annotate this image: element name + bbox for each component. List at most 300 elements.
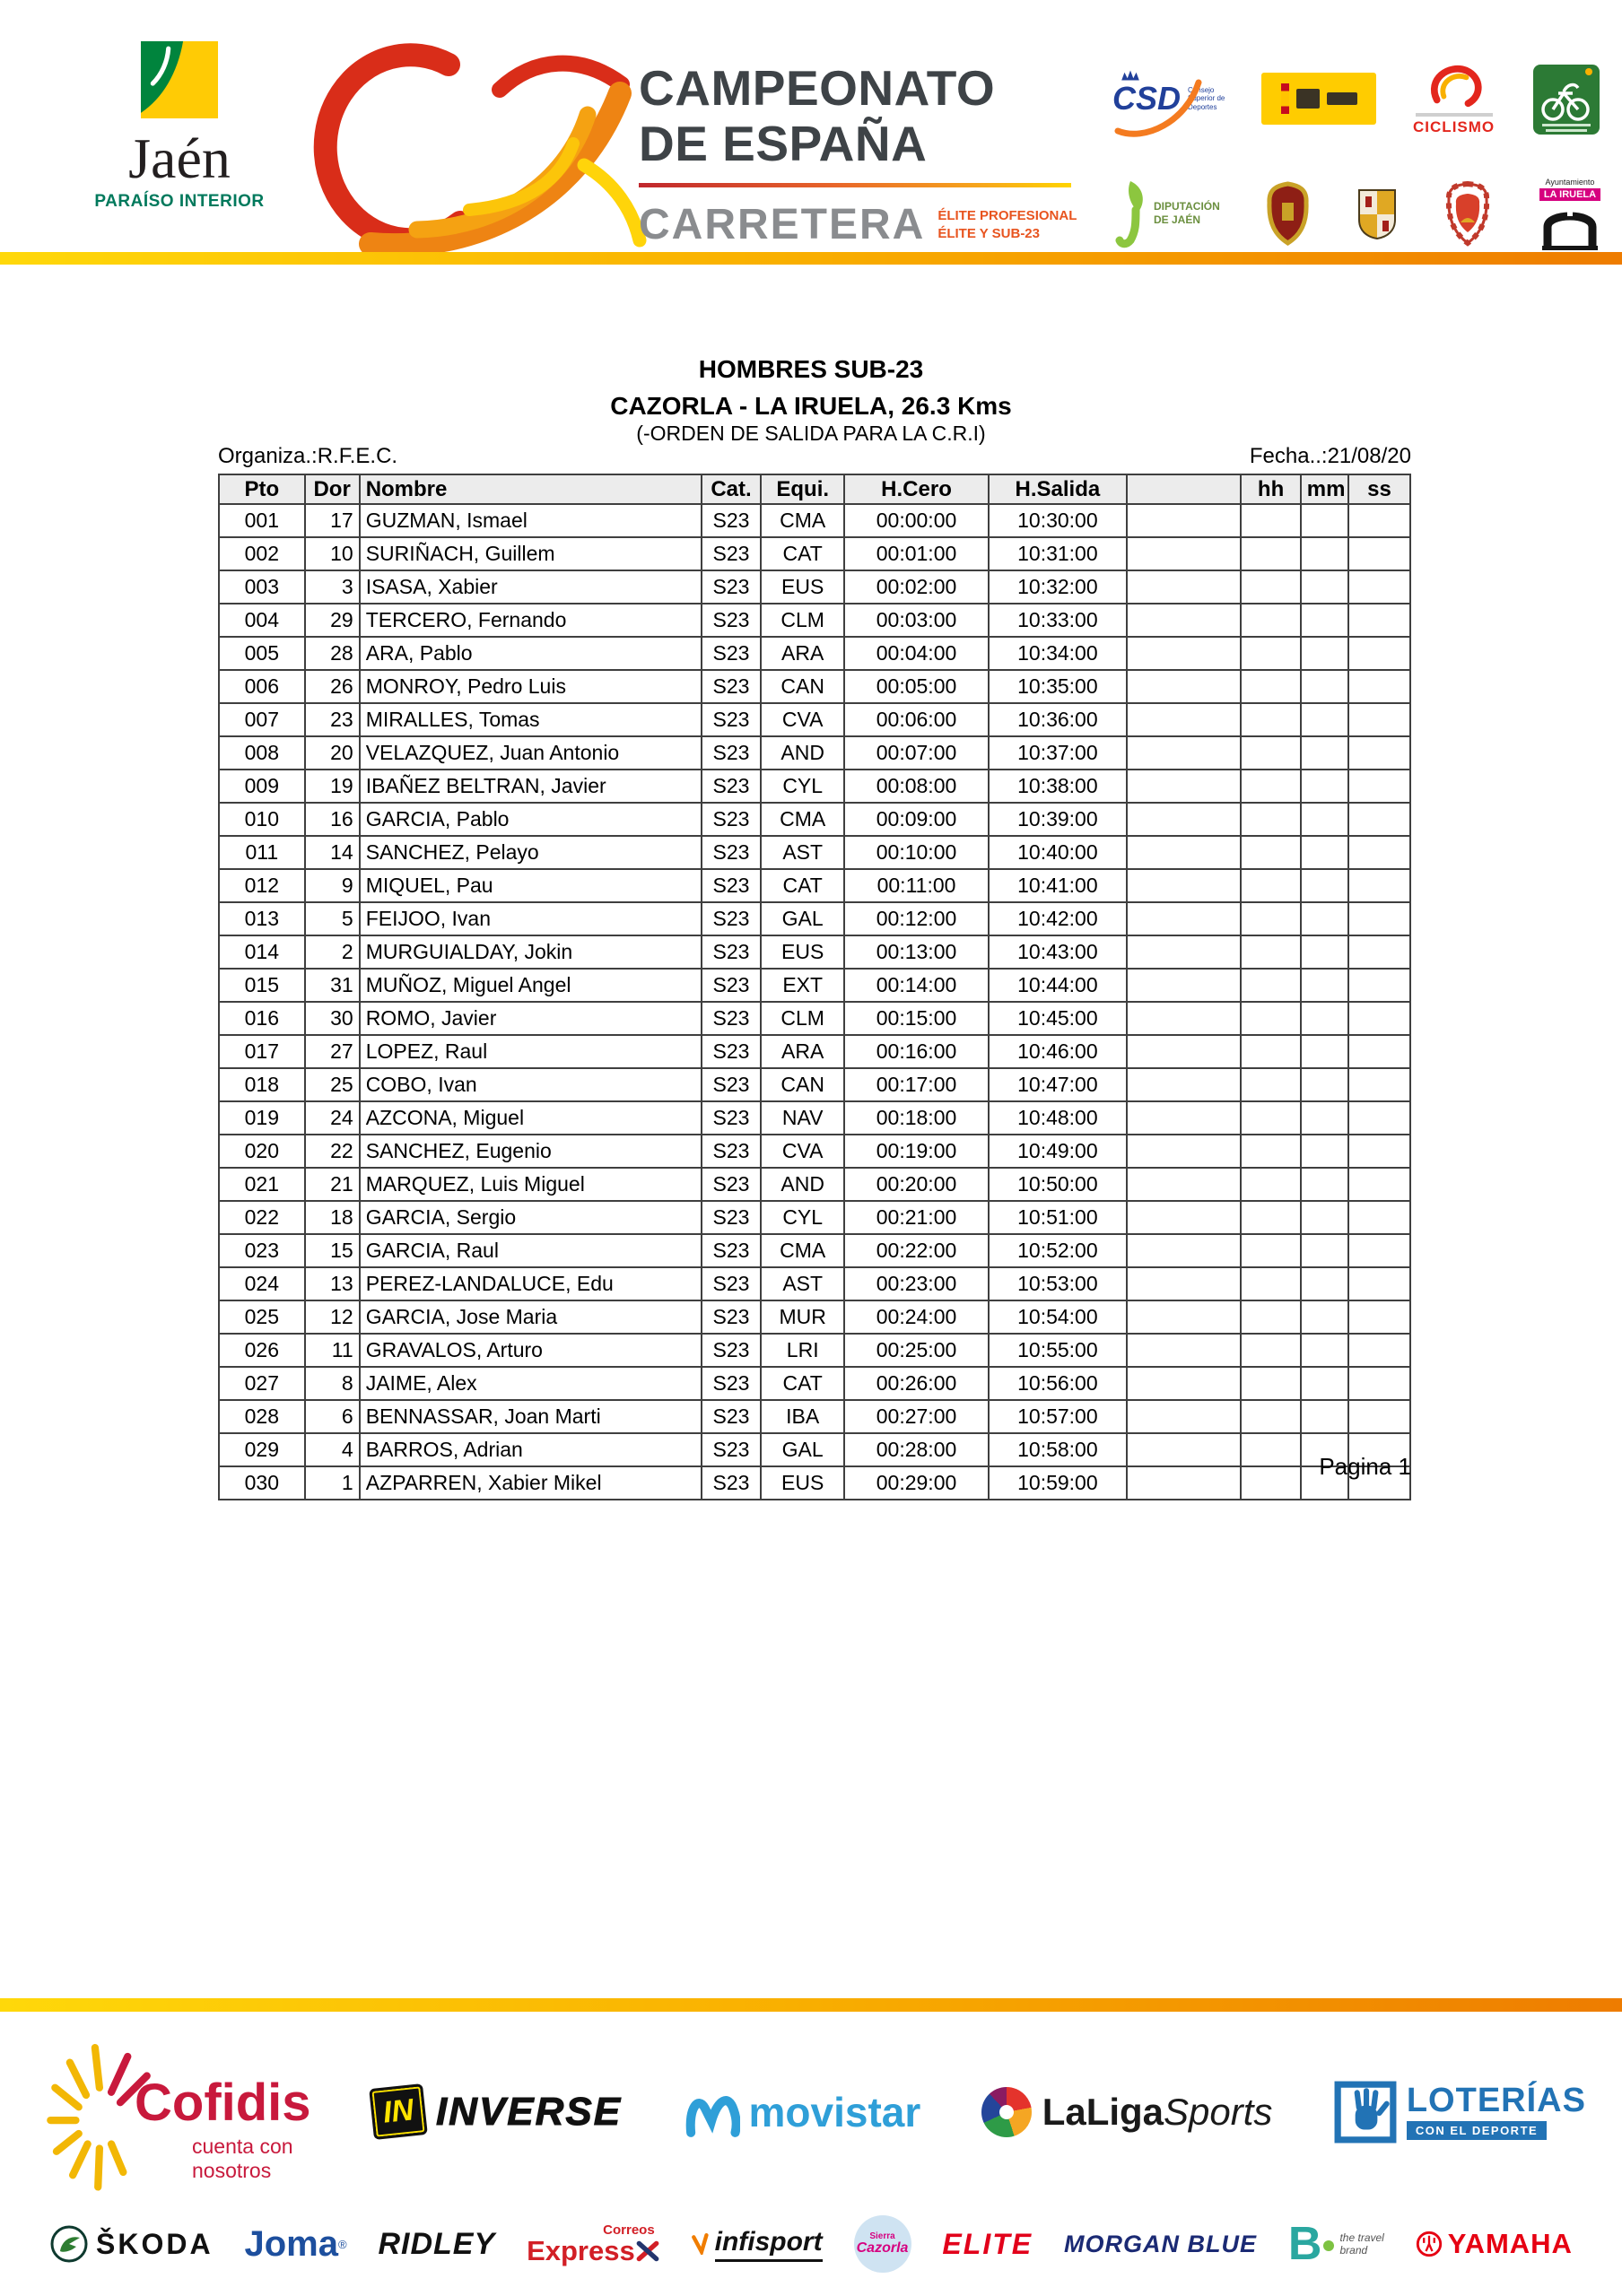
sierra-cazorla-logo [854,2215,911,2273]
yamaha-label: YAMAHA [1447,2228,1573,2259]
cell-hsalida: 10:47:00 [989,1068,1127,1101]
cell-hh [1241,1201,1300,1234]
cell-hh [1241,1267,1300,1300]
cell-cat: S23 [702,1466,761,1500]
cell-equi: EXT [761,969,844,1002]
cell-equi: EUS [761,935,844,969]
movistar-m-icon [683,2083,740,2141]
cell-dor: 19 [305,770,360,803]
cell-cat: S23 [702,1234,761,1267]
footer-accent-bar [0,1998,1622,2012]
cell-cat: S23 [702,637,761,670]
table-row [219,869,1410,902]
cell-pto: 006 [219,670,305,703]
jaen-logo-subtitle: PARAÍSO INTERIOR [94,192,265,211]
cell-blank [1127,803,1241,836]
quartered-shield-icon [1356,187,1398,240]
cell-hcero: 00:06:00 [844,703,989,736]
cell-cat: S23 [702,803,761,836]
cell-nombre: SANCHEZ, Eugenio [360,1135,702,1168]
cell-dor: 31 [305,969,360,1002]
movistar-label: movistar [748,2088,921,2135]
table-row [219,1201,1410,1234]
cell-hcero: 00:19:00 [844,1135,989,1168]
cell-pto: 008 [219,736,305,770]
cell-dor: 18 [305,1201,360,1234]
header-accent-bar [0,252,1622,265]
cell-nombre: AZPARREN, Xabier Mikel [360,1466,702,1500]
checker-shield-icon [1441,180,1495,247]
cell-nombre: MURGUIALDAY, Jokin [360,935,702,969]
col-header-cat: Cat. [702,474,761,504]
cell-dor: 26 [305,670,360,703]
elite-logo [942,2228,1033,2261]
cell-hh [1241,902,1300,935]
cell-hsalida: 10:51:00 [989,1201,1127,1234]
table-row [219,803,1410,836]
cell-equi: AND [761,736,844,770]
cell-equi: CLM [761,604,844,637]
cell-equi: GAL [761,1433,844,1466]
yamaha-logo [1416,2228,1573,2260]
cell-pto: 016 [219,1002,305,1035]
cell-pto: 029 [219,1433,305,1466]
cell-cat: S23 [702,703,761,736]
cell-dor: 17 [305,504,360,537]
table-row [219,703,1410,736]
cell-hsalida: 10:43:00 [989,935,1127,969]
cell-cat: S23 [702,570,761,604]
infisport-label: infisport [715,2227,823,2262]
cell-cat: S23 [702,902,761,935]
col-header-nombre: Nombre [360,474,702,504]
cell-mm [1301,803,1348,836]
cell-ss [1348,902,1410,935]
cell-hh [1241,703,1300,736]
cell-equi: AND [761,1168,844,1201]
cell-hsalida: 10:58:00 [989,1433,1127,1466]
cell-dor: 11 [305,1334,360,1367]
cell-blank [1127,1234,1241,1267]
cell-equi: AST [761,1267,844,1300]
cell-pto: 013 [219,902,305,935]
cell-hcero: 00:26:00 [844,1367,989,1400]
cell-mm [1301,703,1348,736]
cell-cat: S23 [702,736,761,770]
cell-equi: CMA [761,803,844,836]
cell-equi: CAN [761,670,844,703]
cell-hsalida: 10:57:00 [989,1400,1127,1433]
cell-hcero: 00:23:00 [844,1267,989,1300]
cell-equi: CVA [761,703,844,736]
cell-hh [1241,803,1300,836]
cell-nombre: MARQUEZ, Luis Miguel [360,1168,702,1201]
cell-hcero: 00:09:00 [844,803,989,836]
cell-hh [1241,1135,1300,1168]
cell-hcero: 00:10:00 [844,836,989,869]
cell-hcero: 00:20:00 [844,1168,989,1201]
campeonato-line1: CAMPEONATO [639,60,996,116]
cell-hh [1241,770,1300,803]
cell-equi: GAL [761,902,844,935]
cell-nombre: PEREZ-LANDALUCE, Edu [360,1267,702,1300]
cell-hh [1241,570,1300,604]
skoda-label: ŠKODA [96,2227,214,2260]
cell-mm [1301,736,1348,770]
cell-pto: 004 [219,604,305,637]
table-row [219,902,1410,935]
flame-swoosh-icon [265,38,650,257]
cell-blank [1127,537,1241,570]
express-x-icon [635,2239,660,2264]
cell-blank [1127,1135,1241,1168]
cell-hsalida: 10:38:00 [989,770,1127,803]
cell-cat: S23 [702,1400,761,1433]
jaen-paraiso-interior-logo [74,41,285,212]
cell-blank [1127,703,1241,736]
cazorla-circle-icon [854,2215,911,2273]
cell-dor: 24 [305,1101,360,1135]
cell-nombre: ROMO, Javier [360,1002,702,1035]
cell-hh [1241,504,1300,537]
cell-mm [1301,1300,1348,1334]
cell-ss [1348,1101,1410,1135]
cell-nombre: BARROS, Adrian [360,1433,702,1466]
loterias-logo [1333,2080,1586,2144]
csd-swoosh-icon [1107,70,1206,142]
cell-hh [1241,537,1300,570]
cell-nombre: GRAVALOS, Arturo [360,1334,702,1367]
cell-ss [1348,1168,1410,1201]
rfec-ciclismo-logo [1413,62,1495,136]
cell-equi: ARA [761,1035,844,1068]
cell-pto: 028 [219,1400,305,1433]
cell-blank [1127,836,1241,869]
cell-hh [1241,1400,1300,1433]
cell-pto: 012 [219,869,305,902]
cell-mm [1301,1002,1348,1035]
cell-hsalida: 10:52:00 [989,1234,1127,1267]
yamaha-tuning-fork-icon [1416,2231,1443,2257]
jaen-logo-title: Jaén [128,126,231,190]
joma-logo [244,2224,346,2265]
cell-hsalida: 10:30:00 [989,504,1127,537]
cell-hcero: 00:21:00 [844,1201,989,1234]
cell-hh [1241,736,1300,770]
cell-nombre: ARA, Pablo [360,637,702,670]
skoda-logo [49,2224,214,2264]
cell-cat: S23 [702,1068,761,1101]
federation-microtext [1416,113,1493,117]
cell-blank [1127,902,1241,935]
cell-ss [1348,869,1410,902]
cell-nombre: SURIÑACH, Guillem [360,537,702,570]
cell-dor: 15 [305,1234,360,1267]
cell-mm [1301,604,1348,637]
cell-pto: 009 [219,770,305,803]
table-row [219,1068,1410,1101]
cell-ss [1348,836,1410,869]
page-number-label: Pagina 1 [1319,1453,1411,1480]
cell-ss [1348,803,1410,836]
cell-dor: 23 [305,703,360,736]
cell-nombre: JAIME, Alex [360,1367,702,1400]
cell-ss [1348,537,1410,570]
cell-equi: MUR [761,1300,844,1334]
table-row [219,670,1410,703]
cell-pto: 022 [219,1201,305,1234]
cell-dor: 5 [305,902,360,935]
ayuntamiento-la-iruela-logo [1539,178,1601,250]
cell-pto: 019 [219,1101,305,1135]
cell-mm [1301,836,1348,869]
gobierno-espana-logo [1261,73,1376,125]
cell-nombre: GARCIA, Sergio [360,1201,702,1234]
table-row [219,1035,1410,1068]
table-row [219,935,1410,969]
cell-hcero: 00:00:00 [844,504,989,537]
cell-cat: S23 [702,504,761,537]
ornate-shield-icon [1263,180,1312,247]
category-tag-2: ÉLITE Y SUB-23 [937,225,1040,241]
inverse-logo [371,2086,622,2137]
table-row [219,1334,1410,1367]
cell-mm [1301,902,1348,935]
institutional-logos-row2 [1112,169,1601,258]
table-row [219,604,1410,637]
cell-ss [1348,1234,1410,1267]
cell-cat: S23 [702,604,761,637]
start-order-note: (-ORDEN DE SALIDA PARA LA C.R.I) [636,422,986,445]
cell-equi: CMA [761,504,844,537]
cell-blank [1127,1168,1241,1201]
cell-pto: 027 [219,1367,305,1400]
movistar-logo [683,2083,921,2141]
cell-dor: 9 [305,869,360,902]
cell-nombre: GARCIA, Pablo [360,803,702,836]
cell-cat: S23 [702,1267,761,1300]
joma-label: Joma [244,2223,338,2264]
cell-hsalida: 10:35:00 [989,670,1127,703]
cell-cat: S23 [702,869,761,902]
cell-mm [1301,935,1348,969]
cell-cat: S23 [702,770,761,803]
cell-hsalida: 10:41:00 [989,869,1127,902]
cell-hh [1241,1168,1300,1201]
cell-dor: 27 [305,1035,360,1068]
cell-ss [1348,1267,1410,1300]
cell-nombre: GUZMAN, Ismael [360,504,702,537]
cycling-school-logo [1531,58,1601,139]
table-row [219,1300,1410,1334]
cell-blank [1127,736,1241,770]
cell-equi: IBA [761,1400,844,1433]
cell-nombre: MIRALLES, Tomas [360,703,702,736]
table-row [219,1367,1410,1400]
cell-hcero: 00:18:00 [844,1101,989,1135]
col-header-hcero: H.Cero [844,474,989,504]
cell-hsalida: 10:46:00 [989,1035,1127,1068]
cell-hsalida: 10:44:00 [989,969,1127,1002]
cell-pto: 015 [219,969,305,1002]
cell-equi: ARA [761,637,844,670]
cell-cat: S23 [702,1334,761,1367]
cell-dor: 14 [305,836,360,869]
sponsor-logos-row2 [49,2208,1573,2280]
cell-dor: 1 [305,1466,360,1500]
table-row [219,1002,1410,1035]
col-header-blank [1127,474,1241,504]
laliga-sports-label: Sports [1164,2090,1273,2133]
coat-of-arms-icon [1296,89,1320,109]
cell-blank [1127,1367,1241,1400]
cell-hsalida: 10:37:00 [989,736,1127,770]
morgan-blue-label: MORGAN BLUE [1064,2230,1257,2257]
cell-ss [1348,770,1410,803]
cofidis-logo [36,2027,311,2197]
cell-hh [1241,1300,1300,1334]
cell-ss [1348,935,1410,969]
cell-hcero: 00:12:00 [844,902,989,935]
quartered-shield-logo [1356,187,1398,240]
table-row [219,1400,1410,1433]
cell-nombre: MONROY, Pedro Luis [360,670,702,703]
cell-equi: CVA [761,1135,844,1168]
cell-nombre: FEIJOO, Ivan [360,902,702,935]
cell-hh [1241,1101,1300,1135]
cell-mm [1301,1035,1348,1068]
cell-nombre: TERCERO, Fernando [360,604,702,637]
course-title: CAZORLA - LA IRUELA, 26.3 Kms [610,392,1012,420]
cell-dor: 30 [305,1002,360,1035]
arch-icon [1539,204,1601,250]
cell-ss [1348,1334,1410,1367]
cell-dor: 4 [305,1433,360,1466]
col-header-pto: Pto [219,474,305,504]
cell-pto: 030 [219,1466,305,1500]
col-header-hh: hh [1241,474,1300,504]
table-header-row [219,474,1410,504]
ciclismo-label: CICLISMO [1413,117,1496,135]
cell-hh [1241,1002,1300,1035]
cell-hh [1241,869,1300,902]
cell-pto: 002 [219,537,305,570]
cell-dor: 10 [305,537,360,570]
cell-ss [1348,969,1410,1002]
cell-equi: LRI [761,1334,844,1367]
cell-pto: 023 [219,1234,305,1267]
b-travel-brand-logo [1287,2218,1384,2270]
col-header-ss: ss [1348,474,1410,504]
cell-equi: AST [761,836,844,869]
cell-equi: CYL [761,770,844,803]
cell-hsalida: 10:54:00 [989,1300,1127,1334]
cazorla-shield-logo [1263,180,1312,247]
cell-hcero: 00:07:00 [844,736,989,770]
cell-hsalida: 10:56:00 [989,1367,1127,1400]
cell-equi: CAT [761,1367,844,1400]
cell-hh [1241,1334,1300,1367]
cell-hsalida: 10:53:00 [989,1267,1127,1300]
table-row [219,736,1410,770]
cell-equi: EUS [761,570,844,604]
cell-nombre: AZCONA, Miguel [360,1101,702,1135]
table-row [219,537,1410,570]
cell-dor: 6 [305,1400,360,1433]
infisport-logo [692,2227,823,2262]
cell-mm [1301,1234,1348,1267]
correos-express-logo [527,2223,660,2265]
cell-blank [1127,770,1241,803]
cell-hcero: 00:14:00 [844,969,989,1002]
cell-pto: 020 [219,1135,305,1168]
table-row [219,836,1410,869]
cell-mm [1301,1400,1348,1433]
cell-hcero: 00:08:00 [844,770,989,803]
cell-blank [1127,637,1241,670]
cell-dor: 2 [305,935,360,969]
table-row [219,1267,1410,1300]
cell-blank [1127,604,1241,637]
col-header-hsalida: H.Salida [989,474,1127,504]
cell-ss [1348,703,1410,736]
cell-nombre: BENNASSAR, Joan Marti [360,1400,702,1433]
cell-blank [1127,670,1241,703]
table-row [219,1234,1410,1267]
cell-ss [1348,1367,1410,1400]
checker-shield-logo [1441,180,1495,247]
cell-hcero: 00:22:00 [844,1234,989,1267]
cell-hsalida: 10:31:00 [989,537,1127,570]
category-tags [937,207,1077,242]
category-tag-1: ÉLITE PROFESIONAL [937,208,1077,224]
cell-pto: 007 [219,703,305,736]
cell-hh [1241,1068,1300,1101]
cazorla-label: Cazorla [856,2240,909,2256]
cell-cat: S23 [702,1300,761,1334]
organizer-label: Organiza.:R.F.E.C. [218,444,398,468]
cell-blank [1127,869,1241,902]
cell-hsalida: 10:33:00 [989,604,1127,637]
cell-dor: 21 [305,1168,360,1201]
ridley-label: RIDLEY [378,2226,496,2261]
cell-dor: 16 [305,803,360,836]
cell-blank [1127,1201,1241,1234]
cell-ss [1348,1002,1410,1035]
cell-cat: S23 [702,1135,761,1168]
cell-hh [1241,935,1300,969]
cell-blank [1127,1068,1241,1101]
category-title: HOMBRES SUB-23 [698,355,924,383]
cell-mm [1301,869,1348,902]
cell-cat: S23 [702,1035,761,1068]
b-travel-tagline: the travel brand [1339,2231,1384,2257]
carretera-label: CARRETERA [639,201,926,249]
cell-hsalida: 10:36:00 [989,703,1127,736]
cell-blank [1127,935,1241,969]
correos-label: Correos [603,2222,655,2238]
cell-mm [1301,670,1348,703]
cell-hsalida: 10:50:00 [989,1168,1127,1201]
csd-logo [1112,80,1225,117]
cell-cat: S23 [702,1433,761,1466]
cell-equi: CAT [761,537,844,570]
cell-hsalida: 10:45:00 [989,1002,1127,1035]
cell-nombre: MUÑOZ, Miguel Angel [360,969,702,1002]
cell-mm [1301,969,1348,1002]
cell-hcero: 00:01:00 [844,537,989,570]
cell-pto: 011 [219,836,305,869]
